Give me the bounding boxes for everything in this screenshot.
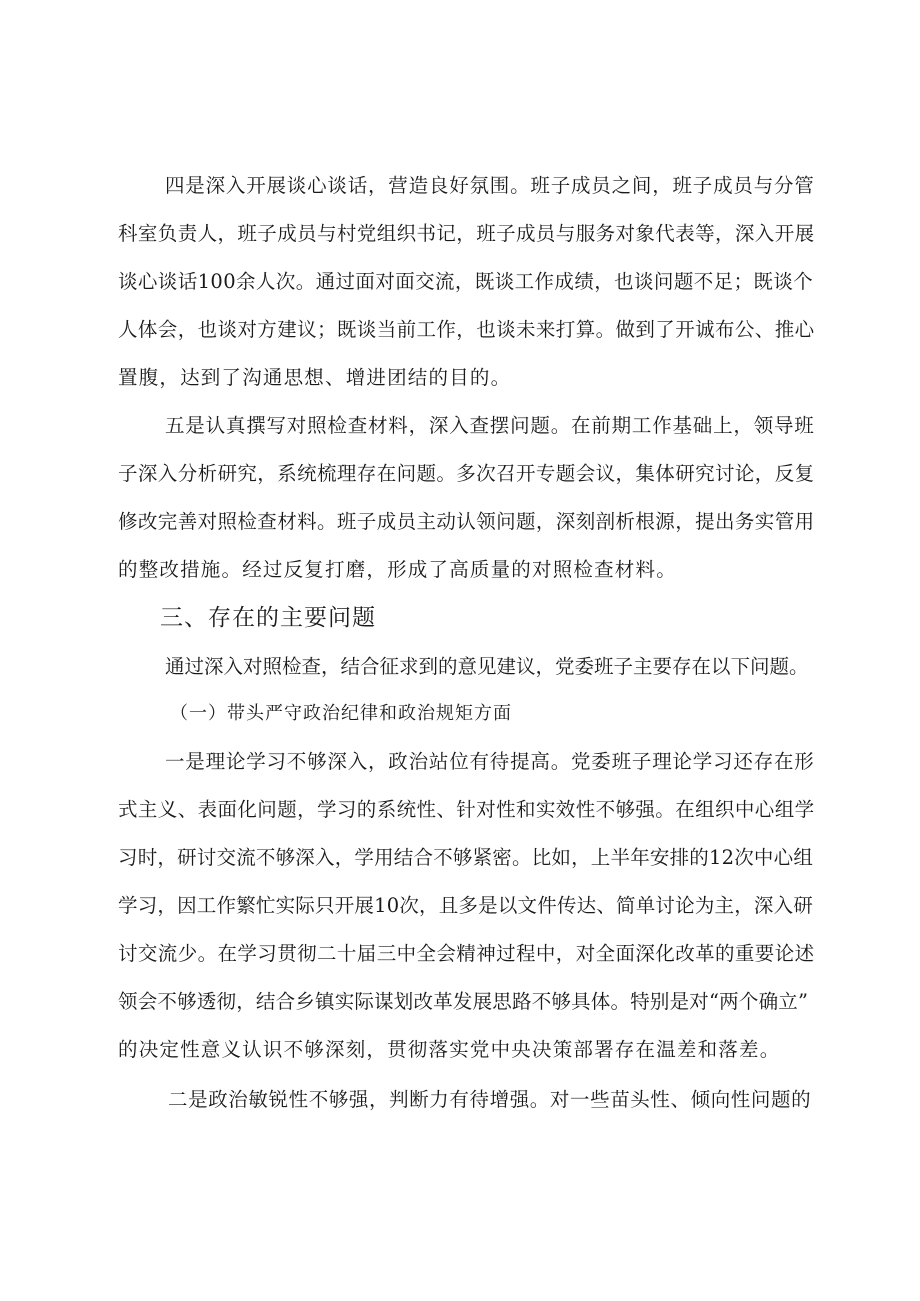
paragraph-line: 修改完善对照检查材料。班子成员主动认领问题，深刻剖析根源，提出务实管用 — [118, 510, 815, 533]
paragraph-line: 式主义、表面化问题，学习的系统性、针对性和实效性不够强。在组织中心组学 — [118, 798, 815, 821]
paragraph-line: 子深入分析研究，系统梳理存在问题。多次召开专题会议，集体研究讨论，反复 — [118, 462, 815, 485]
paragraph-line: 讨交流少。在学习贯彻二十届三中全会精神过程中，对全面深化改革的重要论述 — [118, 942, 815, 965]
paragraph-line: 领会不够透彻，结合乡镇实际谋划改革发展思路不够具体。特别是对“两个确立” — [118, 990, 809, 1013]
paragraph-line: 人体会，也谈对方建议；既谈当前工作，也谈未来打算。做到了开诚布公、推心 — [118, 318, 815, 341]
paragraph-line: 一是理论学习不够深入，政治站位有待提高。党委班子理论学习还存在形 — [165, 750, 815, 773]
paragraph-line: 习时，研讨交流不够深入，学用结合不够紧密。比如，上半年安排的12次中心组 — [118, 846, 814, 869]
paragraph-line: 科室负责人，班子成员与村党组织书记，班子成员与服务对象代表等，深入开展 — [118, 222, 815, 245]
paragraph-line: 五是认真撰写对照检查材料，深入查摆问题。在前期工作基础上，领导班 — [165, 414, 815, 437]
paragraph-line: 谈心谈话100余人次。通过面对面交流，既谈工作成绩，也谈问题不足；既谈个 — [118, 270, 814, 293]
subsection-heading: （一）带头严守政治纪律和政治规矩方面 — [170, 703, 512, 724]
paragraph-line: 的决定性意义认识不够深刻，贯彻落实党中央决策部署存在温差和落差。 — [118, 1038, 781, 1061]
paragraph-line: 二是政治敏锐性不够强，判断力有待增强。对一些苗头性、倾向性问题的 — [168, 1088, 812, 1111]
paragraph-line: 的整改措施。经过反复打磨，形成了高质量的对照检查材料。 — [118, 558, 677, 581]
paragraph-line: 学习，因工作繁忙实际只开展10次，且多是以文件传达、简单讨论为主，深入研 — [118, 894, 814, 917]
section-intro: 通过深入对照检查，结合征求到的意见建议，党委班子主要存在以下问题。 — [165, 655, 809, 678]
paragraph-line: 四是深入开展谈心谈话，营造良好氛围。班子成员之间，班子成员与分管 — [165, 174, 815, 197]
paragraph-line: 置腹，达到了沟通思想、增进团结的目的。 — [118, 366, 512, 389]
section-heading: 三、存在的主要问题 — [160, 605, 376, 631]
